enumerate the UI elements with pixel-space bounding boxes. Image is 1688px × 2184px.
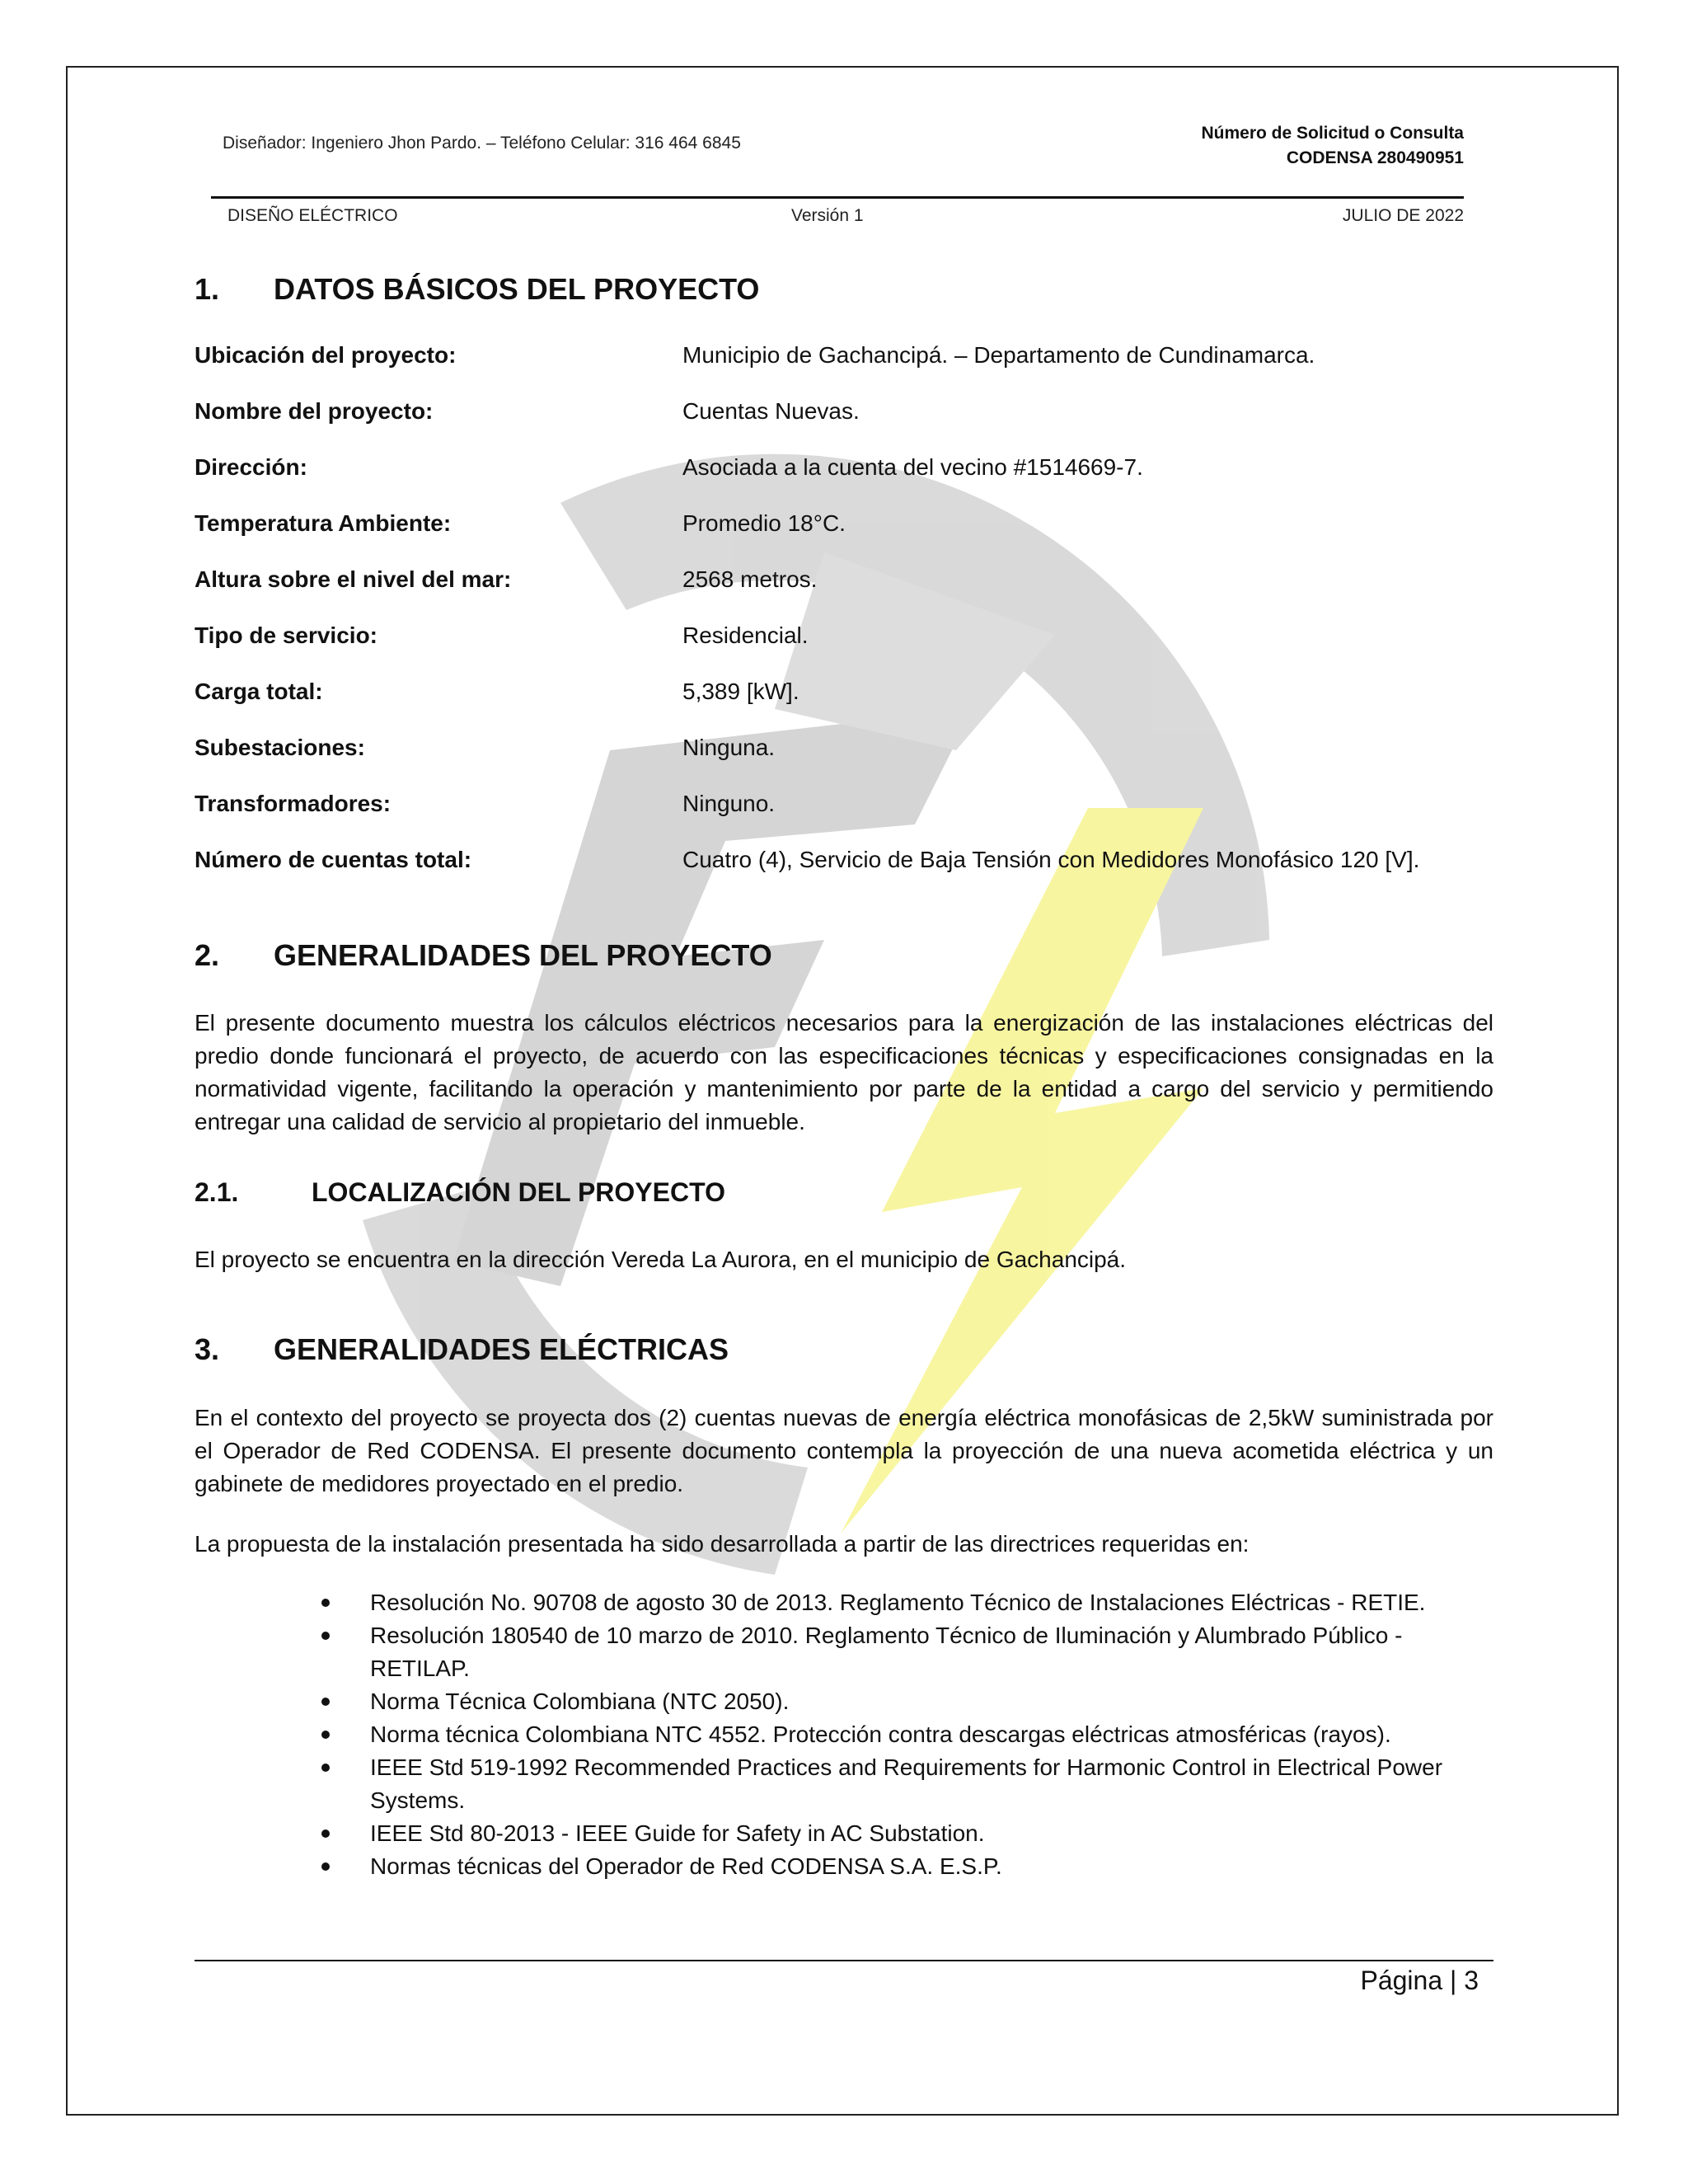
header-divider (211, 196, 1464, 199)
request-label: Número de Solicitud o Consulta (1201, 124, 1464, 143)
field-label: Dirección: (195, 454, 307, 480)
field-value: Cuentas Nuevas. (682, 398, 860, 424)
list-item-text: Normas técnicas del Operador de Red CODENSA S.A. E.S.P. (370, 1853, 1002, 1879)
section-number: 2. (195, 938, 220, 972)
list-item (195, 1751, 1493, 1817)
designer-info: Diseñador: Ingeniero Jhon Pardo. – Teléfono Celular: 316 464 6845 (223, 134, 741, 153)
section-title: GENERALIDADES ELÉCTRICAS (274, 1332, 729, 1366)
request-number: CODENSA 280490951 (1286, 148, 1464, 167)
field-value: Municipio de Gachancipá. – Departamento de Cundinamarca. (682, 342, 1315, 368)
field-label: Carga total: (195, 679, 323, 704)
bullet-icon (321, 1731, 330, 1739)
section-title: LOCALIZACIÓN DEL PROYECTO (312, 1177, 725, 1207)
section-title: DATOS BÁSICOS DEL PROYECTO (274, 272, 760, 306)
bullet-icon (321, 1698, 330, 1706)
section-number: 3. (195, 1332, 220, 1366)
section-1-heading (195, 272, 759, 307)
section-3-intro: La propuesta de la instalación presentada ha sido desarrollada a partir de las directrices requeridas en: (195, 1531, 1250, 1557)
field-value: Ninguna. (682, 735, 776, 760)
field-label: Ubicación del proyecto: (195, 342, 457, 368)
field-label: Nombre del proyecto: (195, 398, 434, 424)
footer-divider (195, 1960, 1493, 1961)
section-2-1-heading (195, 1177, 725, 1208)
list-item-text: Norma técnica Colombiana NTC 4552. Protección contra descargas eléctricas atmosféricas (rayos). (370, 1721, 1391, 1747)
section-number: 2.1. (195, 1177, 239, 1207)
list-item (195, 1718, 1493, 1751)
bullet-icon (321, 1862, 330, 1871)
field-value: Residencial. (682, 622, 809, 648)
page-number: Página | 3 (1360, 1966, 1479, 1995)
list-item-text: Resolución 180540 de 10 marzo de 2010. Reglamento Técnico de Iluminación y Alumbrado Público - RETILAP. (370, 1623, 1403, 1681)
document-type: DISEÑO ELÉCTRICO (227, 206, 398, 225)
field-label: Número de cuentas total: (195, 847, 472, 872)
document-date: JULIO DE 2022 (1342, 206, 1464, 225)
bullet-icon (321, 1764, 330, 1772)
bullet-icon (321, 1632, 330, 1640)
standards-list (195, 1586, 1493, 1883)
field-label: Altura sobre el nivel del mar: (195, 566, 512, 592)
section-3-paragraph: En el contexto del proyecto se proyecta dos (2) cuentas nuevas de energía eléctrica monofásicas de 2,5kW suministrada por el Operador de Red CODENSA. El presente documento contempla la proyección de una nueva acometida eléctrica y un gabinete de medidores proyectado en el predio. (195, 1405, 1493, 1496)
list-item-text: Resolución No. 90708 de agosto 30 de 2013. Reglamento Técnico de Instalaciones Eléctricas - RETIE. (370, 1590, 1426, 1615)
field-label: Tipo de servicio: (195, 622, 377, 648)
field-value: Ninguno. (682, 791, 776, 816)
field-value: Promedio 18°C. (682, 510, 846, 536)
list-item (195, 1685, 1493, 1718)
field-label: Transformadores: (195, 791, 392, 816)
field-value: 2568 metros. (682, 566, 818, 592)
section-3-heading (195, 1332, 729, 1367)
list-item (195, 1817, 1493, 1850)
field-value: Cuatro (4), Servicio de Baja Tensión con Medidores Monofásico 120 [V]. (682, 847, 1420, 872)
section-title: GENERALIDADES DEL PROYECTO (274, 938, 772, 972)
field-value: 5,389 [kW]. (682, 679, 799, 704)
section-2-1-paragraph: El proyecto se encuentra en la dirección Vereda La Aurora, en el municipio de Gachancipá. (195, 1247, 1127, 1272)
list-item-text: IEEE Std 519-1992 Recommended Practices and Requirements for Harmonic Control in Electrical Power Systems. (370, 1754, 1443, 1813)
list-item-text: Norma Técnica Colombiana (NTC 2050). (370, 1688, 790, 1714)
bullet-icon (321, 1829, 330, 1838)
section-number: 1. (195, 272, 220, 306)
request-info (1201, 121, 1464, 171)
list-item-text: IEEE Std 80-2013 - IEEE Guide for Safety in AC Substation. (370, 1820, 985, 1846)
field-label: Temperatura Ambiente: (195, 510, 452, 536)
section-2-heading (195, 938, 772, 973)
list-item (195, 1586, 1493, 1619)
document-version: Versión 1 (791, 206, 864, 225)
section-2-paragraph: El presente documento muestra los cálculos eléctricos necesarios para la energización de las instalaciones eléctricas del predio donde funcionará el proyecto, de acuerdo con las especificaciones técnicas y especificaciones consignadas en la normatividad vigente, facilitando la operación y mantenimiento por parte de la entidad a cargo del servicio y permitiendo entregar una calidad de servicio al propietario del inmueble. (195, 1010, 1493, 1134)
list-item (195, 1619, 1493, 1685)
bullet-icon (321, 1599, 330, 1607)
field-value: Asociada a la cuenta del vecino #1514669-7. (682, 454, 1143, 480)
field-label: Subestaciones: (195, 735, 365, 760)
list-item (195, 1850, 1493, 1883)
